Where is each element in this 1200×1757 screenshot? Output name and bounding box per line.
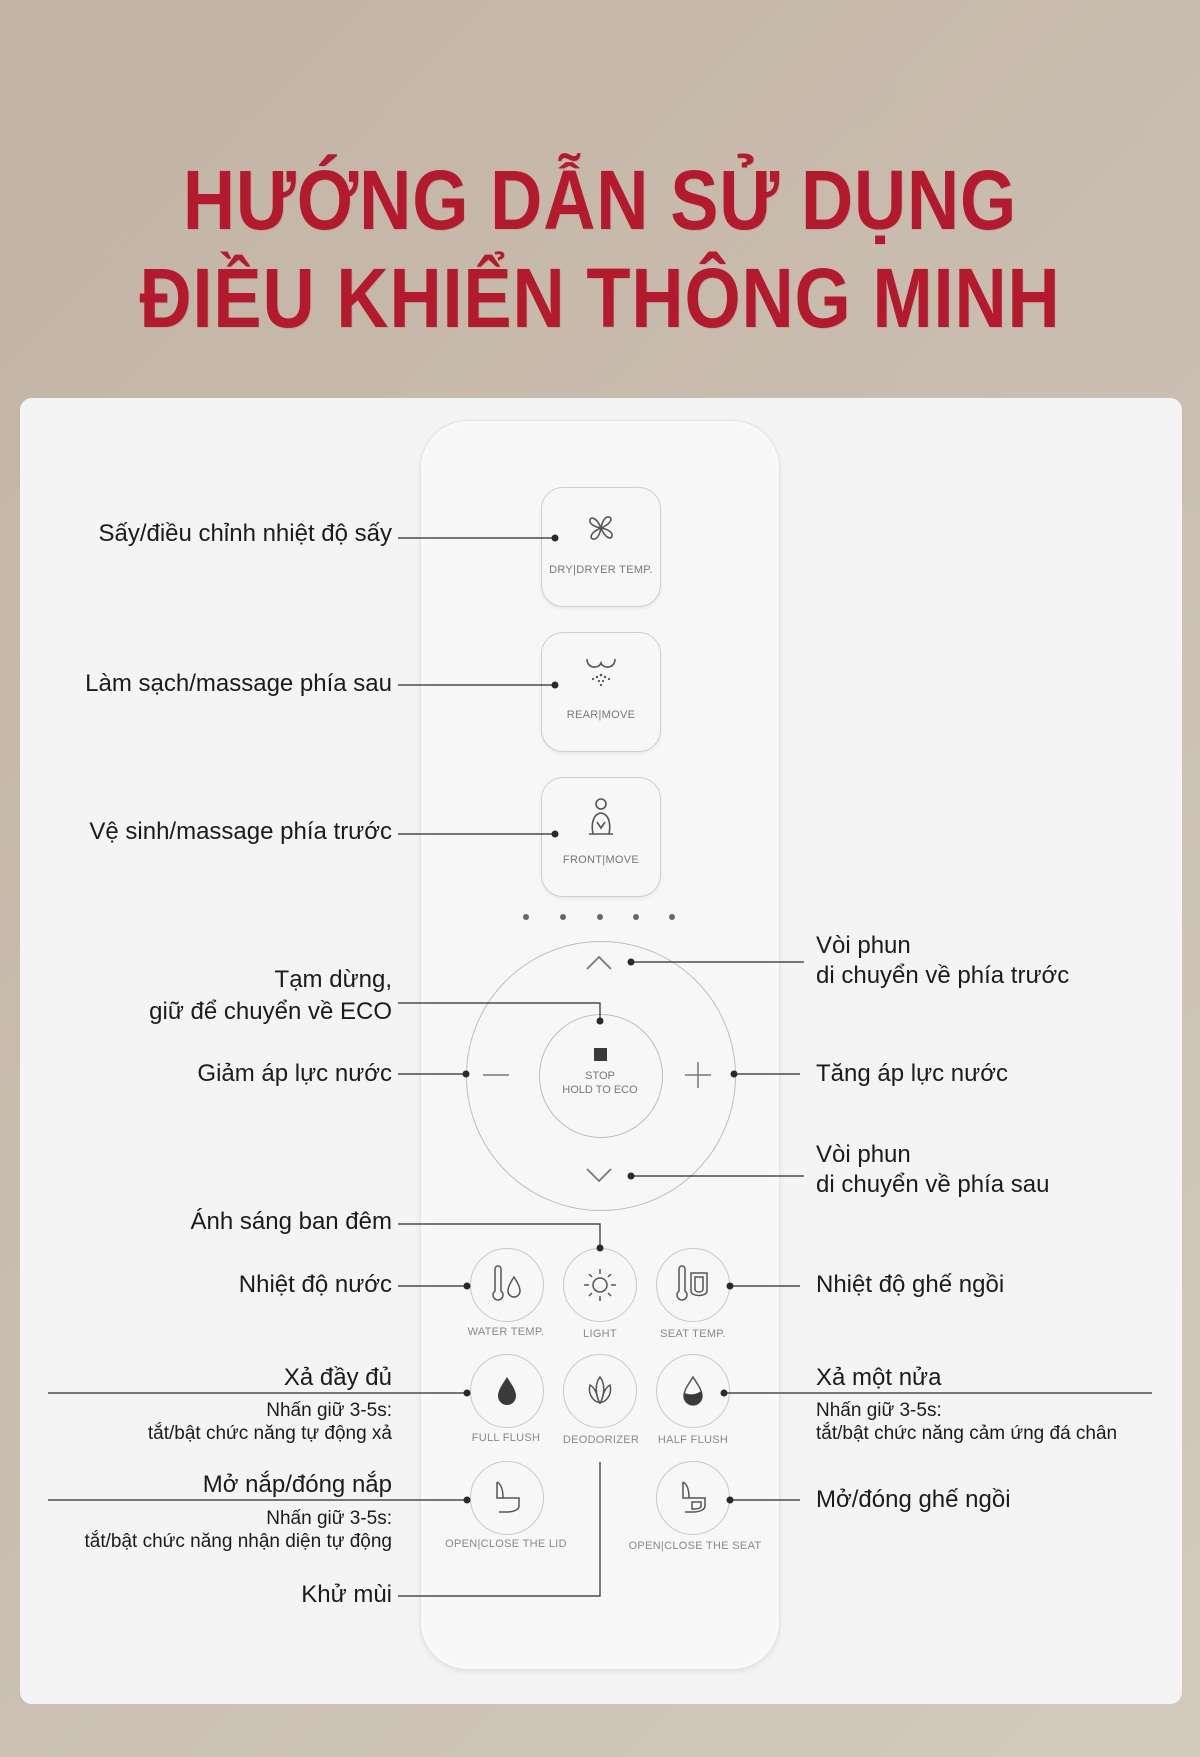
annotation-full-flush-sub-2: tắt/bật chức năng tự động xả xyxy=(147,1423,392,1444)
annotation-lid: Mở nắp/đóng nắp xyxy=(202,1471,392,1498)
water-temp-label: WATER TEMP. xyxy=(467,1326,545,1338)
half-flush-label: HALF FLUSH xyxy=(657,1434,729,1446)
annotation-lid-sub-2: tắt/bật chức năng nhận diện tự động xyxy=(84,1531,392,1552)
front-button-label: FRONT|MOVE xyxy=(562,854,640,866)
annotation-stop-2: giữ để chuyển về ECO xyxy=(149,998,392,1025)
annotation-night-light: Ánh sáng ban đêm xyxy=(190,1208,392,1235)
annotation-seat-temp: Nhiệt độ ghế ngồi xyxy=(816,1271,1005,1298)
rear-button-label: REAR|MOVE xyxy=(566,709,636,721)
annotation-water-temp: Nhiệt độ nước xyxy=(238,1271,392,1298)
annotation-nozzle-back-1: Vòi phun xyxy=(816,1141,911,1168)
stop-label-line1: STOP xyxy=(585,1070,615,1082)
annotation-rear: Làm sạch/massage phía sau xyxy=(85,670,392,697)
annotation-half-flush: Xả một nửa xyxy=(816,1364,942,1391)
annotation-full-flush-sub-1: Nhấn giữ 3-5s: xyxy=(266,1400,392,1421)
annotation-front: Vệ sinh/massage phía trước xyxy=(89,818,392,845)
annotation-nozzle-back-2: di chuyển về phía sau xyxy=(816,1171,1050,1198)
open-seat-label: OPEN|CLOSE THE SEAT xyxy=(628,1540,762,1552)
open-lid-label: OPEN|CLOSE THE LID xyxy=(445,1538,567,1550)
annotation-half-flush-sub-2: tắt/bật chức năng cảm ứng đá chân xyxy=(816,1423,1118,1444)
annotation-increase: Tăng áp lực nước xyxy=(816,1060,1008,1087)
stop-label-line2: HOLD TO ECO xyxy=(562,1084,638,1096)
title-line-1: HƯỚNG DẪN SỬ DỤNG xyxy=(182,153,1018,247)
annotation-dry: Sấy/điều chỉnh nhiệt độ sấy xyxy=(98,520,392,547)
title-line-2: ĐIỀU KHIỂN THÔNG MINH xyxy=(139,251,1061,345)
annotation-lid-sub-1: Nhấn giữ 3-5s: xyxy=(266,1508,392,1529)
annotation-stop-1: Tạm dừng, xyxy=(274,966,392,993)
annotation-nozzle-forward-1: Vòi phun xyxy=(816,932,911,959)
annotation-seat: Mở/đóng ghế ngồi xyxy=(816,1486,1011,1513)
annotation-nozzle-forward-2: di chuyển về phía trước xyxy=(816,962,1070,989)
annotation-full-flush: Xả đầy đủ xyxy=(283,1364,392,1391)
annotation-deodorizer: Khử mùi xyxy=(301,1581,392,1608)
seat-temp-label: SEAT TEMP. xyxy=(660,1328,726,1340)
full-flush-label: FULL FLUSH xyxy=(471,1432,541,1444)
dry-button-label: DRY|DRYER TEMP. xyxy=(549,564,653,576)
annotation-half-flush-sub-1: Nhấn giữ 3-5s: xyxy=(816,1400,942,1421)
annotation-decrease: Giảm áp lực nước xyxy=(197,1060,392,1087)
deodorizer-label: DEODORIZER xyxy=(562,1434,640,1446)
light-label: LIGHT xyxy=(583,1328,617,1340)
